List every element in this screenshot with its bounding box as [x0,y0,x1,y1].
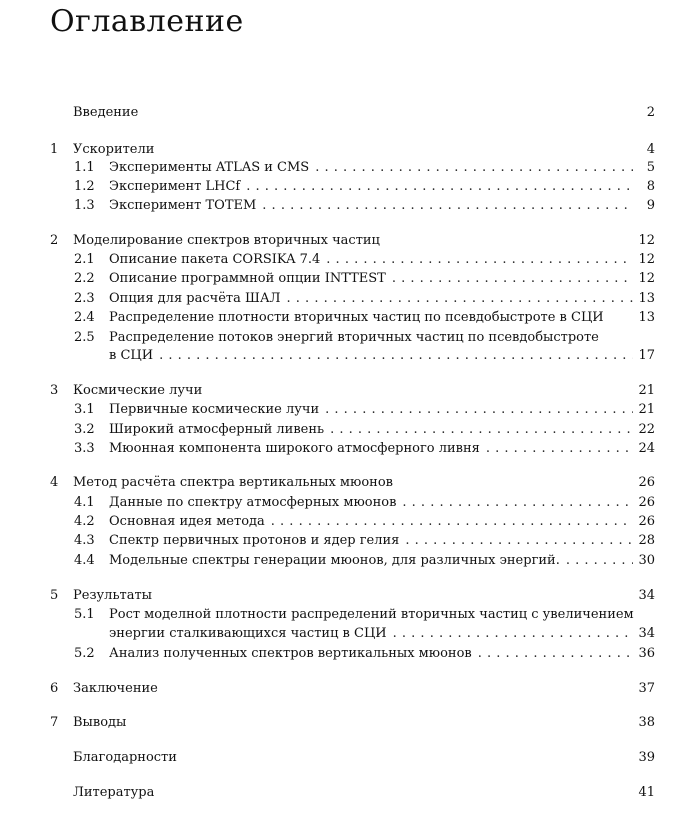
toc-entry[interactable] [74,329,655,346]
toc-page-number[interactable]: 34 [638,626,655,641]
toc-page-number[interactable]: 12 [638,233,655,248]
toc-entry-number: 1 [50,142,59,157]
toc-entry-title[interactable]: Данные по спектру атмосферных мюонов [109,495,397,510]
toc-entry-title[interactable]: Ускорители [73,142,155,157]
toc-entry-number: 5.2 [74,646,95,661]
toc-entry[interactable] [50,749,655,766]
toc-entry-number: 1.3 [74,198,95,213]
toc-page-number[interactable]: 36 [638,646,655,661]
toc-page-number[interactable]: 21 [638,383,655,398]
toc-entry[interactable] [50,784,655,801]
toc-leader-dots [287,290,633,307]
toc-leader-dots [402,494,633,511]
toc-page-number[interactable]: 12 [638,271,655,286]
toc-entry[interactable] [74,421,655,438]
toc-leader-dots [392,270,633,287]
toc-entry-title[interactable]: Основная идея метода [109,514,265,529]
toc-entry[interactable] [74,606,655,623]
toc-entry-title[interactable]: Метод расчёта спектра вертикальных мюонов [73,475,393,490]
toc-entry-title[interactable]: Результаты [73,588,152,603]
toc-page-number[interactable]: 13 [638,291,655,306]
toc-entry-title[interactable]: Благодарности [73,750,177,765]
toc-entry[interactable] [74,251,655,268]
toc-page-number[interactable]: 22 [638,422,655,437]
toc-entry-number: 3 [50,383,59,398]
toc-leader-dots [405,532,633,549]
toc-page-number[interactable]: 4 [646,142,655,157]
toc-entry-title[interactable]: Эксперимент TOTEM [109,198,257,213]
toc-entry-title-continuation[interactable]: в СЦИ [109,348,154,363]
toc-entry[interactable] [50,474,655,491]
toc-page-number[interactable]: 2 [646,105,655,120]
toc-leader-dots [486,440,633,457]
toc-entry[interactable] [74,270,655,287]
toc-entry-number: 4.4 [74,553,95,568]
toc-entry[interactable] [74,552,655,569]
toc-page-number[interactable]: 24 [638,441,655,456]
toc-entry[interactable] [74,645,655,662]
toc-entry-number: 5 [50,588,59,603]
toc-leader-dots [330,421,633,438]
toc-entry-title[interactable]: Описание программной опции INTTEST [109,271,386,286]
toc-entry[interactable] [50,232,655,249]
toc-entry-title[interactable]: Введение [73,105,139,120]
toc-entry[interactable] [74,309,655,326]
toc-leader-dots [159,347,633,364]
toc-page-number[interactable]: 26 [638,475,655,490]
toc-entry[interactable] [50,714,655,731]
toc-entry-title[interactable]: Космические лучи [73,383,203,398]
toc-entry-title[interactable]: Рост моделной плотности распределений вторичных частиц с увеличением [109,607,634,622]
toc-entry-title[interactable]: Опция для расчёта ШАЛ [109,291,281,306]
toc-leader-dots [478,645,633,662]
toc-entry-title[interactable]: Описание пакета CORSIKA 7.4 [109,252,321,267]
toc-entry-title[interactable]: Литература [73,785,155,800]
toc-leader-dots [315,159,633,176]
toc-page-number[interactable]: 13 [638,310,655,325]
toc-page-number[interactable]: 12 [638,252,655,267]
toc-page-number[interactable]: 21 [638,402,655,417]
toc-page-number[interactable]: 17 [638,348,655,363]
toc-entry[interactable] [74,197,655,214]
toc-entry-number: 4 [50,475,59,490]
toc-entry-continuation[interactable] [109,625,655,642]
toc-entry-number: 6 [50,681,59,696]
toc-entry-title[interactable]: Спектр первичных протонов и ядер гелия [109,533,400,548]
toc-entry[interactable] [74,159,655,176]
toc-entry-title[interactable]: Моделирование спектров вторичных частиц [73,233,380,248]
toc-entry[interactable] [74,178,655,195]
toc-entry[interactable] [74,494,655,511]
toc-leader-dots [393,625,633,642]
toc-entry-number: 2.2 [74,271,95,286]
toc-entry-number: 3.1 [74,402,95,417]
toc-entry-title[interactable]: Распределение плотности вторичных частиц по псевдобыстроте в СЦИ [109,310,604,325]
toc-leader-dots [246,178,633,195]
toc-page-number[interactable]: 38 [638,715,655,730]
toc-entry-title[interactable]: Выводы [73,715,127,730]
toc-page-number[interactable]: 9 [646,198,655,213]
toc-page-number[interactable]: 5 [646,160,655,175]
toc-entry-number: 2.1 [74,252,95,267]
toc-page-number[interactable]: 8 [646,179,655,194]
toc-entry[interactable] [50,382,655,399]
toc-entry-title[interactable]: Широкий атмосферный ливень [109,422,325,437]
toc-leader-dots [566,552,633,569]
toc-entry-title[interactable]: Анализ полученных спектров вертикальных мюонов [109,646,472,661]
toc-leader-dots [325,401,633,418]
toc-entry-number: 7 [50,715,59,730]
toc-entry[interactable] [74,401,655,418]
toc-entry-continuation[interactable] [109,347,655,364]
toc-page-number[interactable]: 41 [638,785,655,800]
toc-entry-number: 3.3 [74,441,95,456]
toc-entry[interactable] [50,587,655,604]
toc-page-number[interactable]: 39 [638,750,655,765]
toc-entry-number: 2.5 [74,330,95,345]
toc-page-number[interactable]: 26 [638,514,655,529]
toc-entry-title[interactable]: Заключение [73,681,158,696]
toc-entry-number: 1.1 [74,160,95,175]
toc-leader-dots [271,513,633,530]
toc-entry-number: 3.2 [74,422,95,437]
toc-leader-dots [262,197,633,214]
toc-entry-number: 4.3 [74,533,95,548]
toc-leader-dots [326,251,633,268]
toc-entry-number: 4.2 [74,514,95,529]
toc-entry-title[interactable]: Модельные спектры генерации мюонов, для различных энергий. [109,553,560,568]
toc-entry[interactable] [74,290,655,307]
toc-entry-title[interactable]: Первичные космические лучи [109,402,320,417]
toc-entry-title-continuation[interactable]: энергии сталкивающихся частиц в СЦИ [109,626,387,641]
toc-page-number[interactable]: 34 [638,588,655,603]
toc-entry-number: 2.4 [74,310,95,325]
toc-page-number[interactable]: 28 [638,533,655,548]
toc-entry[interactable] [74,440,655,457]
toc-entry-title[interactable]: Эксперименты ATLAS и CMS [109,160,310,175]
toc-page-number[interactable]: 30 [638,553,655,568]
toc-entry-title[interactable]: Распределение потоков энергий вторичных частиц по псевдобыстроте [109,330,599,345]
toc-entry[interactable] [74,532,655,549]
page-title: Оглавление [50,4,244,39]
toc-entry-number: 5.1 [74,607,95,622]
toc-entry[interactable] [50,141,655,158]
toc-entry[interactable] [50,104,655,121]
toc-entry-title[interactable]: Эксперимент LHCf [109,179,241,194]
toc-entry-number: 2.3 [74,291,95,306]
toc-entry-number: 4.1 [74,495,95,510]
toc-page-number[interactable]: 26 [638,495,655,510]
toc-entry[interactable] [50,680,655,697]
toc-entry-number: 2 [50,233,59,248]
toc-entry-number: 1.2 [74,179,95,194]
toc-entry[interactable] [74,513,655,530]
toc-page-number[interactable]: 37 [638,681,655,696]
toc-entry-title[interactable]: Мюонная компонента широкого атмосферного ливня [109,441,480,456]
